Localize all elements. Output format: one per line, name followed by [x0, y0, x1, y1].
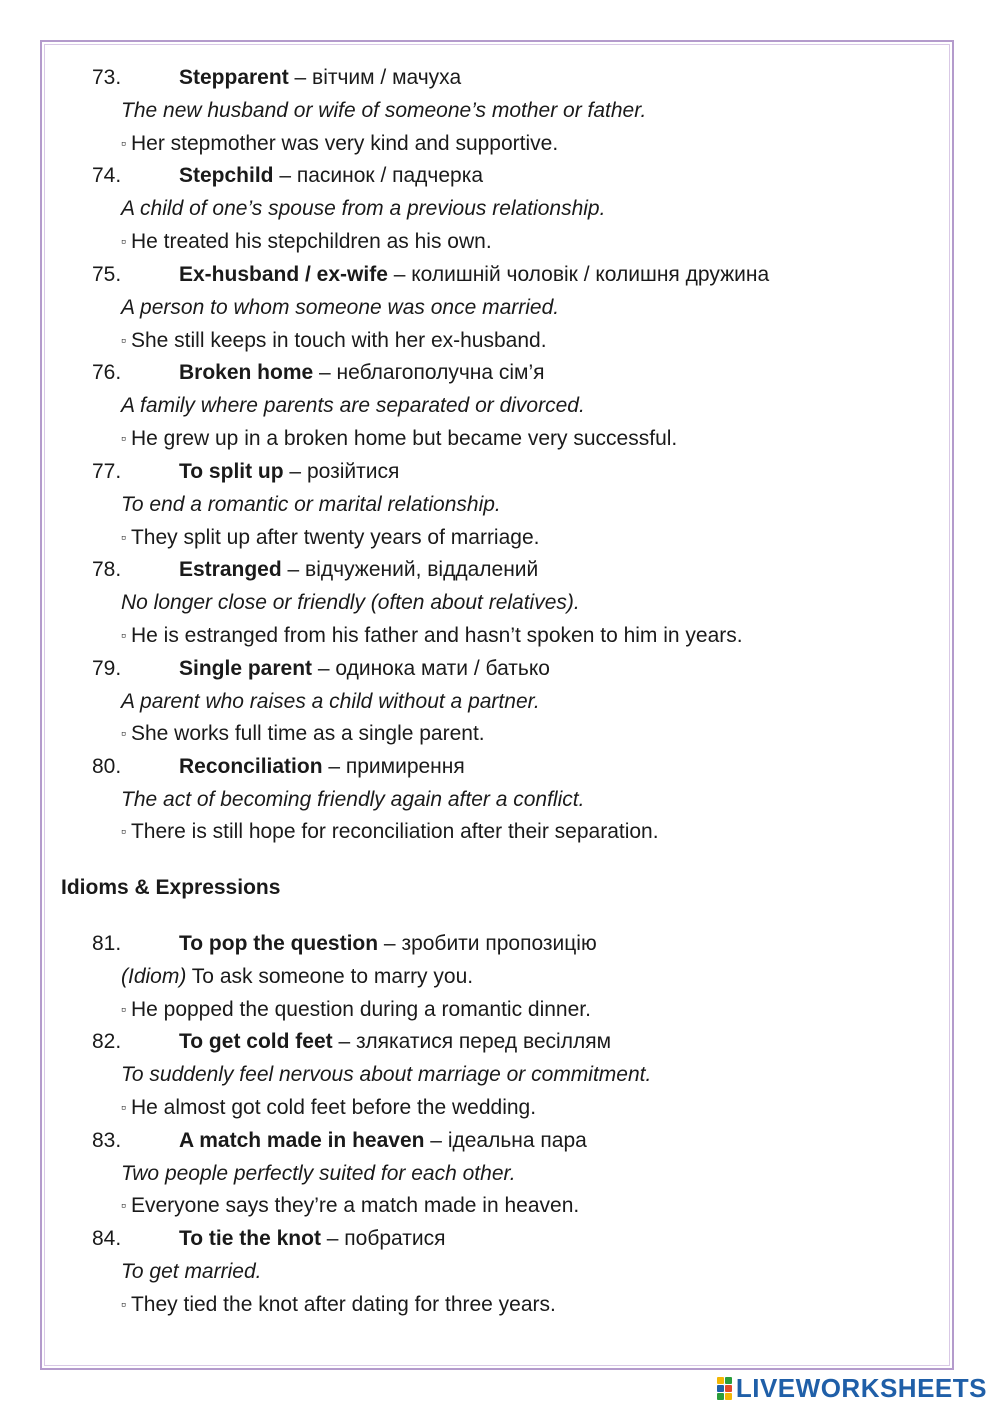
- entry-example: He treated his stepchildren as his own.: [130, 230, 492, 253]
- square-bullet-icon: ▫: [121, 725, 126, 741]
- entry-term-line: [179, 1225, 445, 1253]
- entry-number: 78.: [92, 558, 122, 581]
- square-bullet-icon: ▫: [121, 1197, 126, 1213]
- entry-term: Single parent: [179, 657, 313, 680]
- entry-term: Reconciliation: [179, 755, 323, 778]
- entry-translation: – побратися: [320, 1227, 446, 1250]
- entry-definition: A parent who raises a child without a partner.: [121, 690, 540, 713]
- entry-translation: – колишній чоловік / колишня дружина: [387, 263, 770, 286]
- entry-example: He grew up in a broken home but became very successful.: [130, 427, 678, 450]
- entry-term: Broken home: [179, 361, 314, 384]
- square-bullet-icon: ▫: [121, 233, 126, 249]
- entry-example-line: [121, 996, 591, 1025]
- logo-text: LIVEWORKSHEETS: [735, 1372, 987, 1403]
- entry-term: To tie the knot: [179, 1227, 321, 1250]
- square-bullet-icon: ▫: [121, 529, 126, 545]
- entry-definition: To get married.: [121, 1260, 262, 1283]
- square-bullet-icon: ▫: [121, 1001, 126, 1017]
- entry-term-line: [179, 64, 461, 92]
- definition-prefix: (Idiom): [121, 965, 187, 988]
- entry-example-line: [121, 228, 492, 257]
- entry-example: They tied the knot after dating for three years.: [130, 1293, 556, 1316]
- entry-translation: – злякатися перед весіллям: [332, 1030, 612, 1053]
- entry-example: He almost got cold feet before the wedding.: [130, 1096, 537, 1119]
- entry-term: Estranged: [179, 558, 282, 581]
- entry-term: A match made in heaven: [179, 1129, 425, 1152]
- entry-translation: – ідеальна пара: [424, 1129, 587, 1152]
- liveworksheets-logo-icon: [717, 1377, 732, 1400]
- entry-example: There is still hope for reconciliation after their separation.: [130, 820, 659, 843]
- entry-term-line: [179, 458, 399, 486]
- entry-example-line: [121, 425, 677, 454]
- entry-term: Stepparent: [179, 66, 289, 89]
- entry-number: 81.: [92, 932, 122, 955]
- entry-term-line: [179, 162, 483, 190]
- entry-example: They split up after twenty years of marriage.: [130, 526, 540, 549]
- entry-definition: A child of one’s spouse from a previous relationship.: [121, 197, 606, 220]
- entry-term-line: [179, 359, 545, 387]
- entry-definition: No longer close or friendly (often about relatives).: [121, 591, 580, 614]
- entry-definition: To ask someone to marry you.: [186, 965, 474, 988]
- entry-term-line: [179, 556, 538, 584]
- entry-translation: – розійтися: [283, 460, 400, 483]
- entry-example: Her stepmother was very kind and supportive.: [130, 132, 559, 155]
- entry-example-line: [121, 130, 558, 159]
- entry-number: 77.: [92, 460, 122, 483]
- entry-example: She still keeps in touch with her ex-husband.: [130, 329, 547, 352]
- entry-translation: – відчужений, віддалений: [281, 558, 539, 581]
- entry-example: She works full time as a single parent.: [130, 722, 485, 745]
- entry-term: To split up: [179, 460, 284, 483]
- entry-term-line: [179, 1127, 587, 1155]
- entry-translation: – вітчим / мачуха: [288, 66, 462, 89]
- entry-number: 83.: [92, 1129, 122, 1152]
- entry-term: To get cold feet: [179, 1030, 333, 1053]
- entry-example-line: [121, 1192, 579, 1221]
- square-bullet-icon: ▫: [121, 627, 126, 643]
- liveworksheets-logo[interactable]: [717, 1373, 987, 1403]
- square-bullet-icon: ▫: [121, 823, 126, 839]
- entry-definition: To suddenly feel nervous about marriage or commitment.: [121, 1063, 652, 1086]
- entry-example-line: [121, 327, 547, 356]
- square-bullet-icon: ▫: [121, 430, 126, 446]
- entry-term: Ex-husband / ex-wife: [179, 263, 388, 286]
- entry-translation: – одинока мати / батько: [312, 657, 550, 680]
- entry-term-line: [179, 261, 769, 289]
- entry-example-line: [121, 622, 743, 651]
- entry-example-line: [121, 720, 485, 749]
- entry-definition: The act of becoming friendly again after a conflict.: [121, 788, 585, 811]
- entry-definition: A family where parents are separated or divorced.: [121, 394, 585, 417]
- entry-example-line: [121, 1094, 536, 1123]
- entry-definition-line: [121, 963, 473, 991]
- square-bullet-icon: ▫: [121, 1099, 126, 1115]
- entry-number: 75.: [92, 263, 122, 286]
- entry-definition: Two people perfectly suited for each other.: [121, 1162, 516, 1185]
- entry-number: 79.: [92, 657, 122, 680]
- entry-number: 84.: [92, 1227, 122, 1250]
- entry-term-line: [179, 753, 465, 781]
- entry-term: Stepchild: [179, 164, 274, 187]
- entry-number: 73.: [92, 66, 122, 89]
- section-heading: Idioms & Expressions: [61, 876, 281, 899]
- entry-example-line: [121, 1291, 556, 1320]
- square-bullet-icon: ▫: [121, 332, 126, 348]
- entry-number: 82.: [92, 1030, 122, 1053]
- entry-term-line: [179, 930, 597, 958]
- entry-translation: – неблагополучна сім’я: [313, 361, 545, 384]
- entry-example-line: [121, 818, 659, 847]
- entry-term-line: [179, 655, 550, 683]
- entry-number: 80.: [92, 755, 122, 778]
- entry-translation: – пасинок / падчерка: [273, 164, 484, 187]
- entry-example: Everyone says they’re a match made in heaven.: [130, 1194, 580, 1217]
- entry-translation: – зробити пропозицію: [378, 932, 597, 955]
- entry-definition: The new husband or wife of someone’s mother or father.: [121, 99, 647, 122]
- entry-translation: – примирення: [322, 755, 465, 778]
- entry-definition: A person to whom someone was once married.: [121, 296, 560, 319]
- entry-term-line: [179, 1028, 611, 1056]
- entry-example: He is estranged from his father and hasn’t spoken to him in years.: [130, 624, 743, 647]
- square-bullet-icon: ▫: [121, 135, 126, 151]
- entry-number: 76.: [92, 361, 122, 384]
- entry-example: He popped the question during a romantic dinner.: [130, 998, 591, 1021]
- entry-number: 74.: [92, 164, 122, 187]
- square-bullet-icon: ▫: [121, 1296, 126, 1312]
- entry-example-line: [121, 524, 539, 553]
- entry-term: To pop the question: [179, 932, 379, 955]
- entry-definition: To end a romantic or marital relationship.: [121, 493, 501, 516]
